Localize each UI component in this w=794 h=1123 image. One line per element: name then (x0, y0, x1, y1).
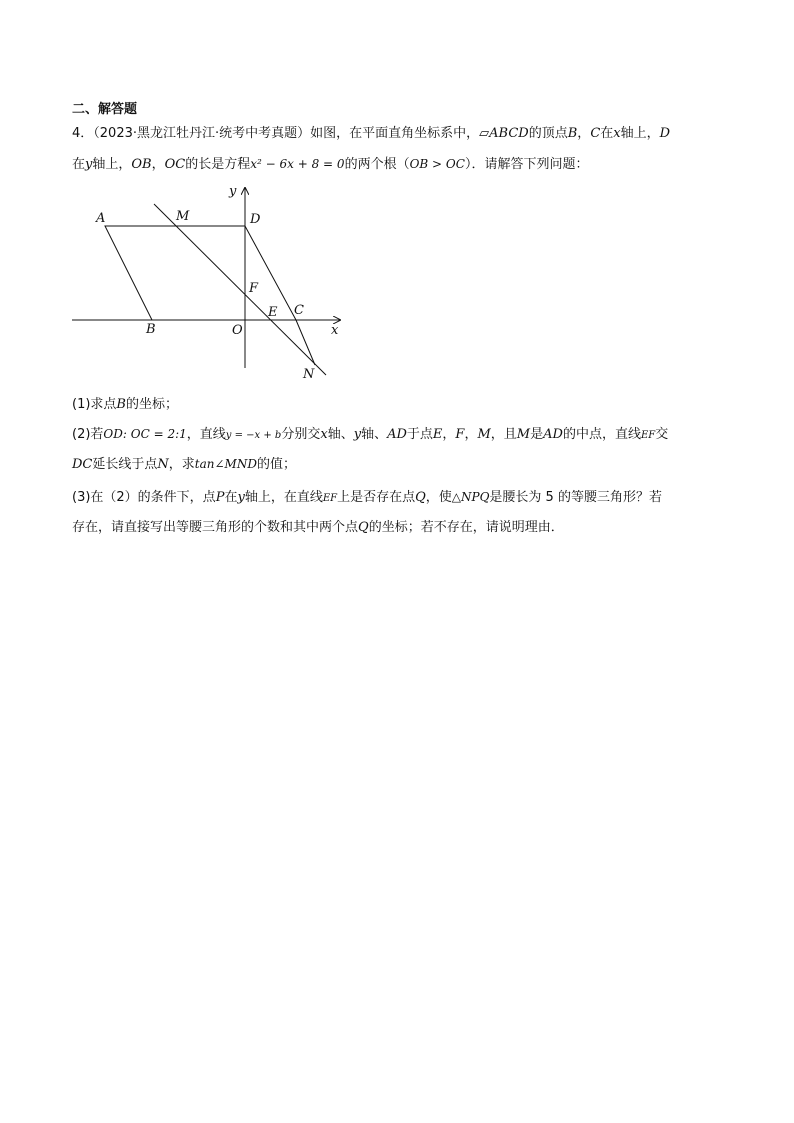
point-label: Q (415, 490, 426, 505)
part-text: 存在，请直接写出等腰三角形的个数和其中两个点 (72, 520, 359, 535)
part-3-line-2 (72, 518, 564, 538)
problem-text: 轴上， (620, 126, 660, 141)
equation: x² − 6x + 8 = 0 (250, 157, 345, 171)
part-2-line-1: (2)若OD: OC = 2:1，直线y = −x + b分别交x轴、y轴、AD于点E，F，M，且M是AD的中点，直线EF交 (72, 427, 669, 442)
axis-name: y (237, 490, 245, 505)
part-text: 是腰长为 5 的等腰三角形？若 (489, 490, 662, 505)
problem-line-2 (72, 154, 588, 175)
label-f: F (249, 281, 259, 296)
part-3-line-1 (72, 487, 662, 509)
parallelogram-symbol: ▱ (479, 126, 490, 141)
part-text: 轴、 (361, 427, 388, 442)
part-text: 的坐标； (125, 397, 178, 412)
point-label: C (590, 126, 601, 141)
label-c: C (294, 303, 304, 318)
line-mn (154, 204, 326, 375)
part-text: 的坐标；若不存在，请说明理由． (368, 520, 564, 535)
point-label: M (516, 427, 531, 442)
part-text: 的中点，直线 (562, 427, 641, 442)
inequality: OB > OC (409, 157, 465, 171)
part-text: 分别交 (281, 427, 321, 442)
label-x: x (331, 323, 339, 338)
segment-label: AD (387, 427, 407, 442)
point-label: E (432, 427, 443, 442)
tan-expression: tan∠MND (194, 457, 257, 471)
point-label: M (477, 427, 491, 442)
label-n: N (303, 367, 315, 382)
label-o: O (232, 323, 243, 338)
problem-line-1 (72, 124, 670, 144)
line-equation: y = −x + b (225, 430, 282, 441)
point-label: B (116, 397, 126, 412)
axis-name: y (85, 157, 93, 172)
segment-label: AD (543, 427, 563, 442)
part-text: 是 (530, 427, 544, 442)
point-label: B (567, 126, 578, 141)
part-text: 轴上，在直线 (244, 490, 323, 505)
problem-number: 4． (72, 126, 94, 141)
triangle-label: △NPQ (451, 490, 490, 504)
part-text: 交 (655, 427, 669, 442)
part-text: (2)若 (72, 427, 104, 442)
ratio: OD: OC = 2:1 (103, 427, 187, 441)
part-text: ，求 (168, 457, 195, 472)
section-title: 二、解答题 (72, 102, 138, 117)
point-label: P (215, 490, 225, 505)
segment-label: OC (164, 157, 186, 172)
point-label: N (157, 457, 169, 472)
problem-text: 的长是方程 (185, 157, 251, 172)
part-text: (1)求点 (72, 397, 117, 412)
label-e: E (268, 305, 278, 320)
point-label: Q (358, 520, 369, 535)
segment-label: DC (72, 457, 93, 472)
part-text: 轴、 (327, 427, 354, 442)
label-y: y (229, 184, 237, 199)
segment-label: OB (131, 157, 152, 172)
dc-extension (296, 320, 315, 365)
problem-text: 轴上， (92, 157, 132, 172)
part-text: 于点 (406, 427, 433, 442)
part-text: 在 (224, 490, 238, 505)
point-label: D (659, 126, 671, 141)
part-text: 的值； (256, 457, 296, 472)
part-text: ，使 (425, 490, 452, 505)
axis-name: x (320, 427, 328, 442)
problem-text: 的两个根（ (344, 157, 410, 172)
line-label: EF (640, 430, 656, 441)
label-a: A (96, 211, 106, 226)
part-text: 延长线于点 (92, 457, 158, 472)
problem-text: ）．请解答下列问题： (464, 157, 589, 172)
part-text: 上是否存在点 (337, 490, 416, 505)
problem-text: ， (151, 157, 165, 172)
label-d: D (250, 212, 261, 227)
problem-text: 在 (72, 157, 86, 172)
problem-text: 如图，在平面直角坐标系中， (310, 126, 480, 141)
shape-name: ABCD (489, 126, 529, 141)
axis-name: y (353, 427, 362, 442)
part-1 (72, 395, 178, 415)
point-label: F (455, 427, 465, 442)
label-m: M (176, 209, 190, 224)
coordinate-figure (68, 182, 348, 382)
part-text: (3)在（2）的条件下，点 (72, 490, 216, 505)
axis-name: x (613, 126, 621, 141)
label-b: B (146, 322, 156, 337)
problem-text: 在 (600, 126, 614, 141)
problem-text: ， (577, 126, 591, 141)
part-text: ，且 (490, 427, 517, 442)
problem-source: （2023·黑龙江牡丹江·统考中考真题） (93, 126, 311, 141)
line-label: EF (322, 493, 338, 504)
part-2-line-2 (72, 454, 296, 475)
part-text: ，直线 (186, 427, 226, 442)
problem-text: 的顶点 (528, 126, 568, 141)
